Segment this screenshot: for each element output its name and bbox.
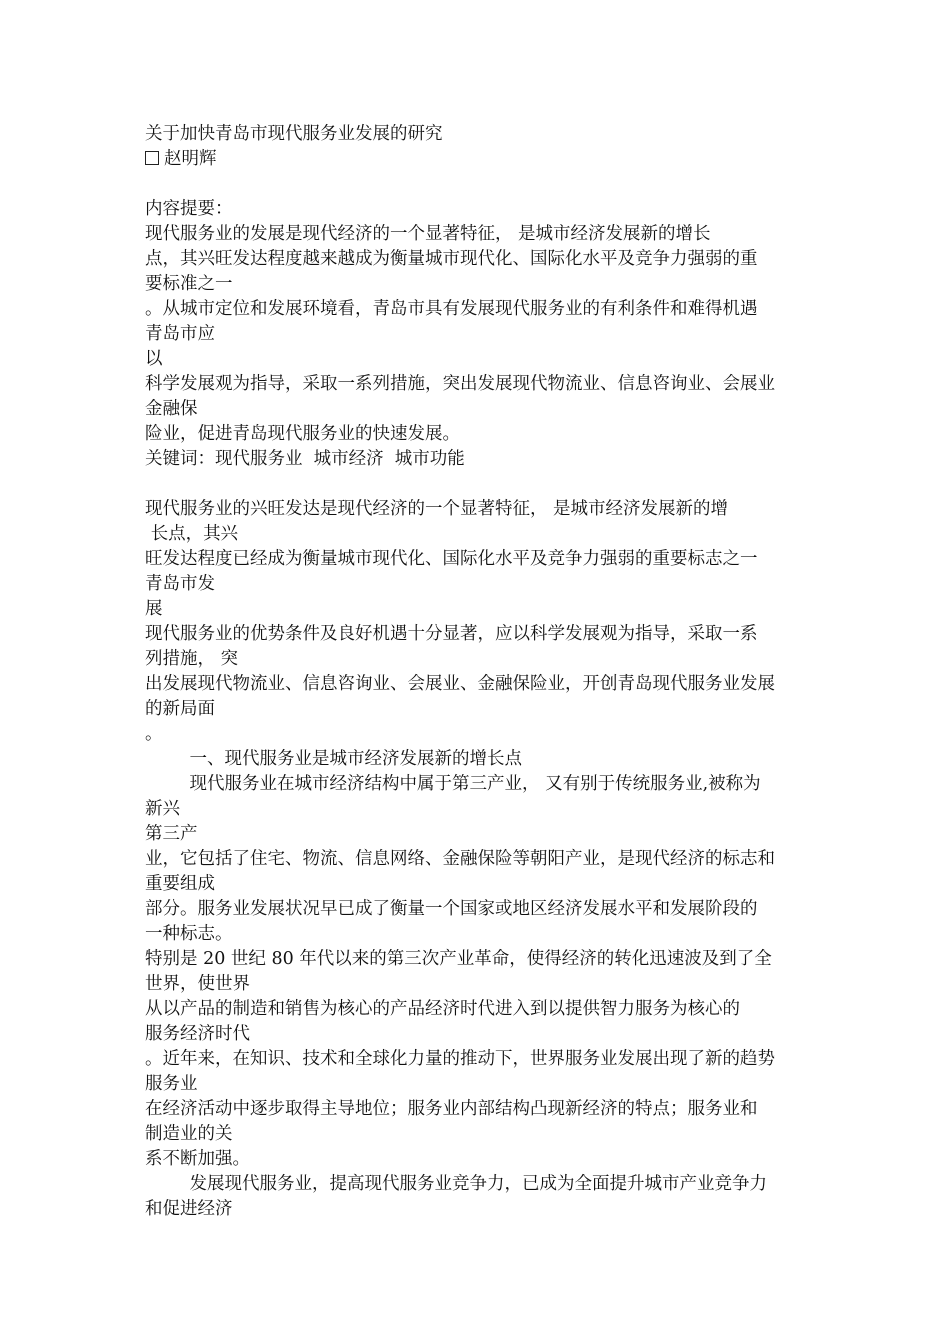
abstract-label: 内容提要：: [145, 199, 233, 219]
text-line: 从以产品的制造和销售为核心的产品经济时代进入到以提供智力服务为核心的: [145, 999, 740, 1019]
intro-paragraph: [145, 497, 815, 747]
abstract-line: 现代服务业的发展是现代经济的一个显著特征， 是城市经济发展新的增长: [145, 224, 711, 244]
keywords-line: 关键词：现代服务业 城市经济 城市功能: [145, 449, 465, 469]
text-line: 第三产: [145, 824, 198, 844]
text-line: 现代服务业的兴旺发达是现代经济的一个显著特征， 是城市经济发展新的增: [145, 499, 729, 519]
abstract-line: 金融保: [145, 399, 198, 419]
blank-line: [145, 472, 815, 497]
text-line: 世界，使世界: [145, 974, 250, 994]
body-paragraphs: [145, 772, 815, 1222]
text-line: 发展现代服务业，提高现代服务业竞争力，已成为全面提升城市产业竞争力: [145, 1174, 767, 1194]
abstract-block: [145, 222, 815, 447]
text-line: 现代服务业在城市经济结构中属于第三产业， 又有别于传统服务业,被称为: [145, 774, 761, 794]
section-heading: 一、现代服务业是城市经济发展新的增长点: [145, 749, 523, 769]
author-line: [145, 147, 815, 172]
text-line: 重要组成: [145, 874, 215, 894]
blank-line: [145, 172, 815, 197]
text-line: 业，它包括了住宅、物流、信息网络、金融保险等朝阳产业，是现代经济的标志和: [145, 849, 775, 869]
abstract-line: 点，其兴旺发达程度越来越成为衡量城市现代化、国际化水平及竞争力强弱的重: [145, 249, 758, 269]
text-line: 系不断加强。: [145, 1149, 250, 1169]
abstract-line: 险业，促进青岛现代服务业的快速发展。: [145, 424, 460, 444]
abstract-line: 。从城市定位和发展环境看，青岛市具有发展现代服务业的有利条件和难得机遇: [145, 299, 758, 319]
abstract-line: 科学发展观为指导，采取一系列措施，突出发展现代物流业、信息咨询业、会展业: [145, 374, 775, 394]
text-line: 在经济活动中逐步取得主导地位；服务业内部结构凸现新经济的特点；服务业和: [145, 1099, 758, 1119]
box-icon: [145, 151, 159, 165]
abstract-line: 要标准之一: [145, 274, 233, 294]
text-line: 。近年来，在知识、技术和全球化力量的推动下，世界服务业发展出现了新的趋势: [145, 1049, 775, 1069]
document-title: 关于加快青岛市现代服务业发展的研究: [145, 124, 443, 144]
text-line: 和促进经济: [145, 1199, 233, 1219]
text-line: 旺发达程度已经成为衡量城市现代化、国际化水平及竞争力强弱的重要标志之一: [145, 549, 758, 569]
text-line: 现代服务业的优势条件及良好机遇十分显著，应以科学发展观为指导，采取一系: [145, 624, 758, 644]
text-line: 长点，其兴: [145, 524, 239, 544]
abstract-line: 以: [145, 349, 163, 369]
text-line: 列措施， 突: [145, 649, 239, 669]
text-line: 服务经济时代: [145, 1024, 250, 1044]
text-line: 部分。服务业发展状况早已成了衡量一个国家或地区经济发展水平和发展阶段的: [145, 899, 758, 919]
author-name: 赵明辉: [164, 149, 217, 169]
text-line: 特别是 20 世纪 80 年代以来的第三次产业革命，使得经济的转化迅速波及到了全: [145, 949, 772, 969]
text-line: 制造业的关: [145, 1124, 233, 1144]
text-line: 新兴: [145, 799, 180, 819]
text-line: 。: [145, 724, 163, 744]
text-line: 展: [145, 599, 163, 619]
text-line: 服务业: [145, 1074, 198, 1094]
text-line: 的新局面: [145, 699, 215, 719]
text-line: 一种标志。: [145, 924, 233, 944]
abstract-line: 青岛市应: [145, 324, 215, 344]
text-line: 青岛市发: [145, 574, 215, 594]
document-page: [145, 122, 815, 1222]
text-line: 出发展现代物流业、信息咨询业、会展业、金融保险业，开创青岛现代服务业发展: [145, 674, 775, 694]
